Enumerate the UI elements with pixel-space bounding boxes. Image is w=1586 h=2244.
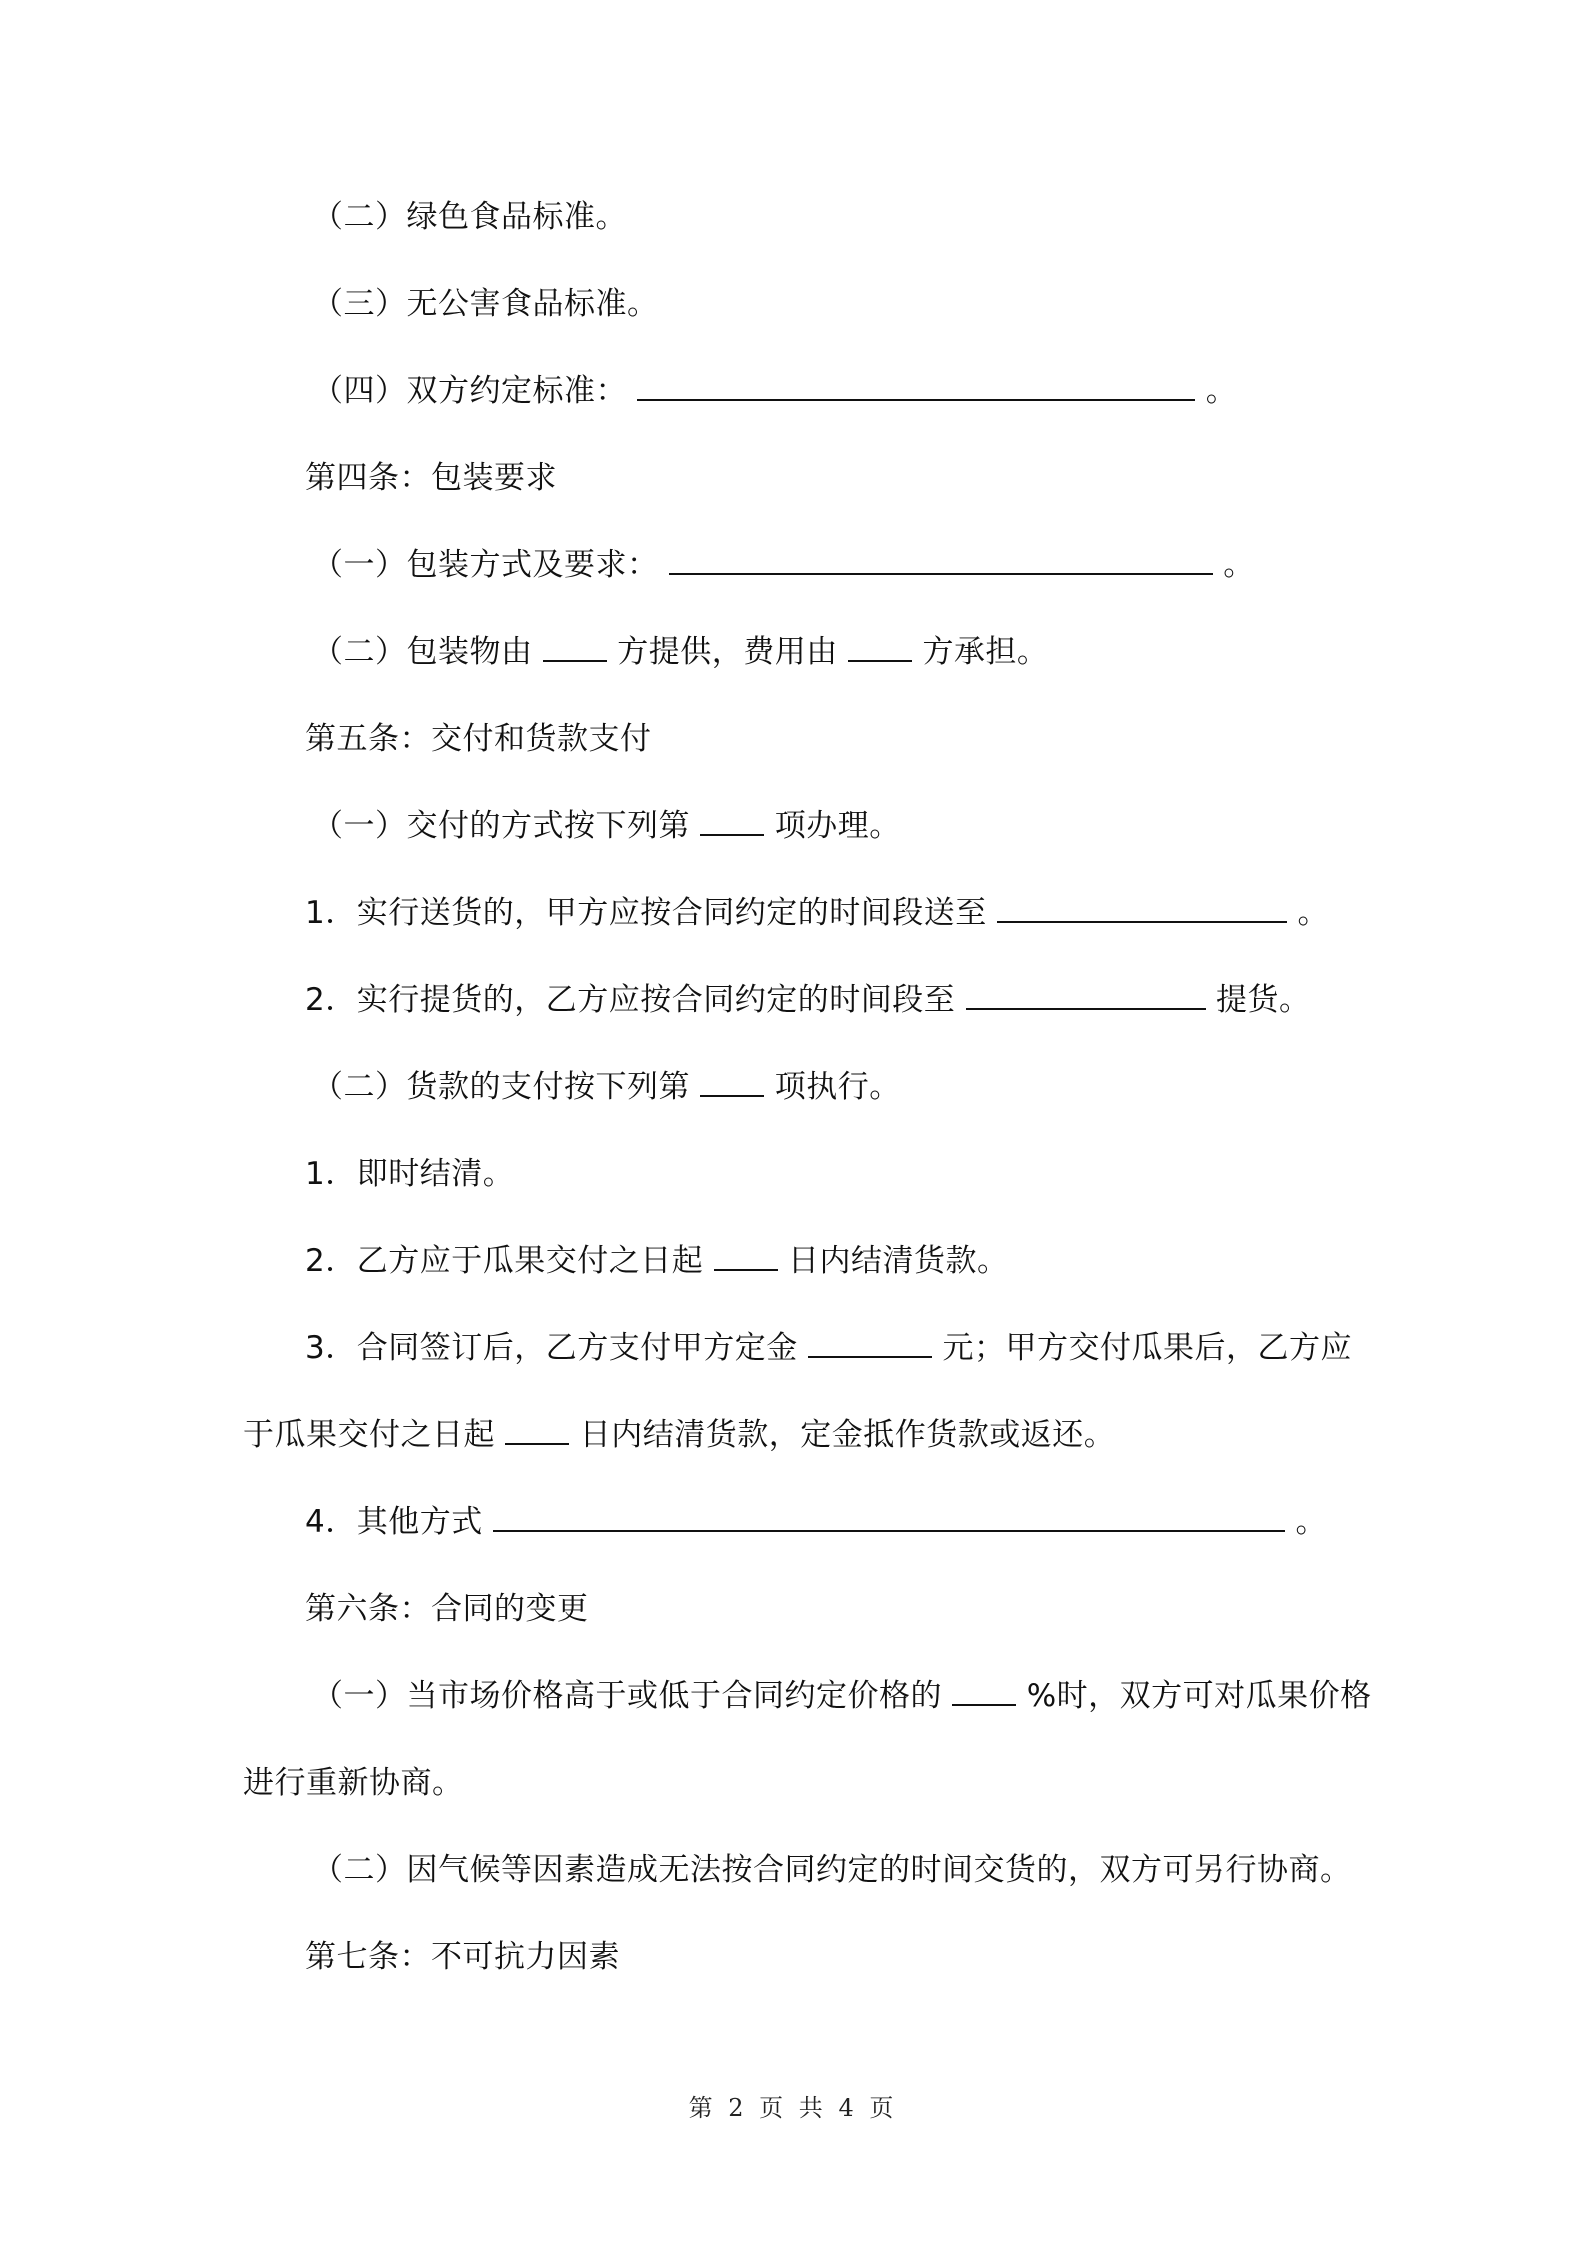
article-heading-packaging — [305, 458, 557, 498]
clause-text: （一）当市场价格高于或低于合同约定价格的 — [312, 1678, 942, 1714]
page-number-text: 第 2 页 共 4 页 — [688, 2094, 898, 2122]
clause-text: %时，双方可对瓜果价格 — [1026, 1678, 1372, 1714]
clause-text: 于瓜果交付之日起 — [243, 1417, 495, 1453]
clause-line-pollution-free-standard — [312, 284, 659, 324]
clause-text: （二）包装物由 — [312, 634, 533, 670]
clause-line-deposit — [305, 1328, 1352, 1368]
fill-in-blank — [493, 1502, 1285, 1532]
clause-text: 元；甲方交付瓜果后，乙方应 — [942, 1330, 1352, 1366]
clause-line-payment-method — [312, 1067, 901, 1107]
fill-in-blank — [669, 545, 1213, 575]
clause-text: （二）绿色食品标准。 — [312, 199, 627, 235]
clause-text: （二）因气候等因素造成无法按合同约定的时间交货的，双方可另行协商。 — [312, 1852, 1352, 1888]
clause-line-delivery-method — [312, 806, 901, 846]
clause-line-packaging-provider — [312, 632, 1048, 672]
clause-text: 日内结清货款。 — [787, 1243, 1009, 1279]
clause-line-deposit-continued — [243, 1415, 1115, 1455]
clause-text: 方承担。 — [922, 634, 1049, 670]
clause-line-other-method — [305, 1502, 1327, 1542]
heading-text: 第六条：合同的变更 — [305, 1591, 589, 1627]
clause-text: 3．合同签订后，乙方支付甲方定金 — [305, 1330, 798, 1366]
clause-text: 进行重新协商。 — [243, 1765, 464, 1801]
article-heading-delivery-payment — [305, 719, 652, 759]
clause-text: 2．乙方应于瓜果交付之日起 — [305, 1243, 704, 1279]
clause-line-packaging-method — [312, 545, 1255, 585]
clause-text: 1．即时结清。 — [305, 1156, 515, 1192]
clause-line-price-threshold — [312, 1676, 1372, 1716]
heading-text: 第四条：包装要求 — [305, 460, 557, 496]
clause-text: 。 — [1223, 547, 1255, 583]
clause-text: （三）无公害食品标准。 — [312, 286, 659, 322]
clause-text: 项执行。 — [774, 1069, 901, 1105]
heading-text: 第五条：交付和货款支付 — [305, 721, 652, 757]
clause-text: 项办理。 — [774, 808, 901, 844]
fill-in-blank — [808, 1328, 932, 1358]
clause-text: 4．其他方式 — [305, 1504, 483, 1540]
clause-text: （一）交付的方式按下列第 — [312, 808, 690, 844]
fill-in-blank — [966, 980, 1206, 1010]
clause-line-settlement-days — [305, 1241, 1008, 1281]
clause-text: 。 — [1295, 1504, 1327, 1540]
fill-in-blank — [714, 1241, 778, 1271]
fill-in-blank — [700, 806, 764, 836]
clause-text: 。 — [1297, 895, 1329, 931]
heading-text: 第七条：不可抗力因素 — [305, 1939, 620, 1975]
clause-text: （一）包装方式及要求： — [312, 547, 659, 583]
fill-in-blank — [848, 632, 912, 662]
article-heading-force-majeure — [305, 1937, 620, 1977]
clause-line-agreed-standard — [312, 371, 1237, 411]
clause-text: 1．实行送货的，甲方应按合同约定的时间段送至 — [305, 895, 987, 931]
fill-in-blank — [637, 371, 1195, 401]
fill-in-blank — [505, 1415, 569, 1445]
clause-line-immediate-settlement — [305, 1154, 514, 1194]
fill-in-blank — [543, 632, 607, 662]
clause-text: （四）双方约定标准： — [312, 373, 627, 409]
clause-line-pickup-by-buyer — [305, 980, 1310, 1020]
clause-text: （二）货款的支付按下列第 — [312, 1069, 690, 1105]
clause-line-price-threshold-continued — [243, 1763, 464, 1803]
clause-text: 方提供，费用由 — [617, 634, 838, 670]
clause-line-weather-delay — [312, 1850, 1352, 1890]
fill-in-blank — [952, 1676, 1016, 1706]
clause-text: 提货。 — [1215, 982, 1311, 1018]
clause-text: 。 — [1205, 373, 1238, 409]
clause-text: 日内结清货款，定金抵作货款或返还。 — [579, 1417, 1116, 1453]
fill-in-blank — [700, 1067, 764, 1097]
article-heading-contract-change — [305, 1589, 589, 1629]
page-number-footer — [0, 2088, 1586, 2123]
clause-line-green-food-standard — [312, 197, 627, 237]
fill-in-blank — [997, 893, 1287, 923]
clause-text: 2．实行提货的，乙方应按合同约定的时间段至 — [305, 982, 956, 1018]
clause-line-delivery-by-seller — [305, 893, 1329, 933]
